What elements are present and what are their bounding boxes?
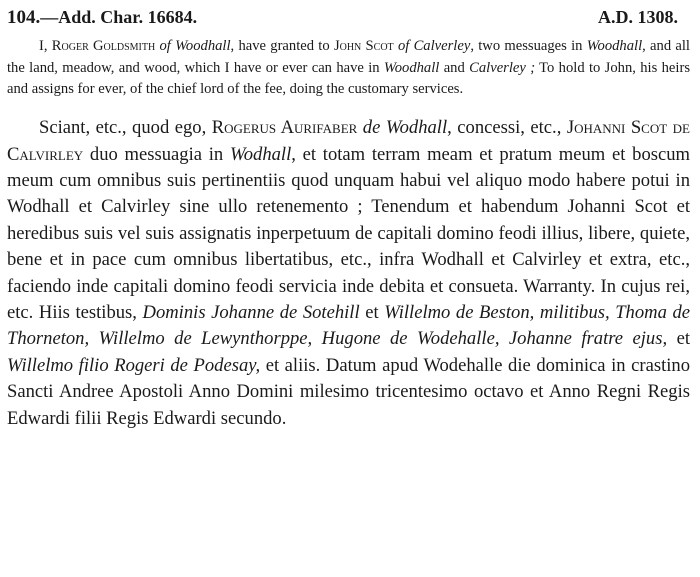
summary-text: , two messuages in — [470, 38, 587, 54]
english-summary — [7, 36, 690, 101]
latin-text: et — [667, 328, 690, 350]
summary-place: of Calverley — [393, 38, 471, 54]
summary-place: of Woodhall — [155, 38, 231, 54]
charter-header — [7, 6, 690, 29]
summary-place: Calverley ; — [469, 59, 536, 76]
charter-reference: —Add. Char. 16684. — [40, 7, 198, 27]
latin-witness: Willelmo filio Rogeri de Podesay, — [7, 354, 261, 376]
summary-text: and — [439, 59, 470, 76]
latin-transcription — [7, 115, 690, 432]
latin-witness: Dominis Johanne de Sotehill — [142, 301, 360, 323]
latin-place: de Wodhall — [357, 117, 448, 139]
summary-name-grantor: Roger Goldsmith — [51, 38, 156, 54]
latin-text: , et totam terram meam et pratum meum et boscum meum cum omnibus suis pertinentiis quod unquam habui vel aliquo modo habere potui in Wodhall et Calvirley sine ullo retenemento ; Tenendum et habendum Johanni Scot et heredibus suis vel suis assignatis inperpetuum de capitali domino feodi illius, libere, quiete, bene et in pace cum omnibus libertatibus, etc., infra Wodhall et Calvirley et extra, etc., faciendo inde capitali domino feodi servicia inde debita et consueta. Warranty. In cujus rei, etc. Hiis testibus, — [7, 143, 690, 323]
charter-date: A.D. 1308. — [598, 7, 678, 27]
latin-witnesses: Willelmo de Beston, militibus, Thoma de Thorneton, Willelmo de Lewynthorppe, Hugone de Wodehalle, Johanne fratre ejus, — [7, 301, 690, 350]
latin-place: Wodhall — [229, 143, 292, 165]
latin-name-grantee: Johanni Scot de Calvirley — [7, 117, 690, 165]
charter-number: 104. — [7, 7, 41, 28]
summary-text: , have granted to — [230, 38, 334, 54]
summary-place: Woodhall — [383, 59, 440, 76]
latin-text: duo messuagia in — [83, 143, 230, 165]
latin-text: et — [359, 301, 385, 323]
latin-name-grantor: Rogerus Aurifaber — [211, 117, 358, 139]
summary-text: I, — [39, 38, 52, 54]
summary-place: Woodhall — [586, 38, 643, 54]
summary-name-grantee: John Scot — [333, 38, 394, 54]
latin-text: , concessi, etc., — [447, 117, 567, 139]
charter-heading — [7, 6, 197, 29]
summary-text: , and all the land, meadow, and wood, which I have or ever can have in — [7, 38, 690, 76]
summary-text: To hold to John, his heirs and assigns for ever, of the chief lord of the fee, doing the customary services. — [7, 59, 690, 97]
latin-text: Sciant, etc., quod ego, — [39, 117, 212, 139]
latin-text: et aliis. Datum apud Wodehalle die dominica in crastino Sancti Andree Apostoli Anno Domini milesimo tricentesimo octavo et Anno Regni Regis Edwardi filii Regis Edwardi secundo. — [7, 354, 690, 429]
